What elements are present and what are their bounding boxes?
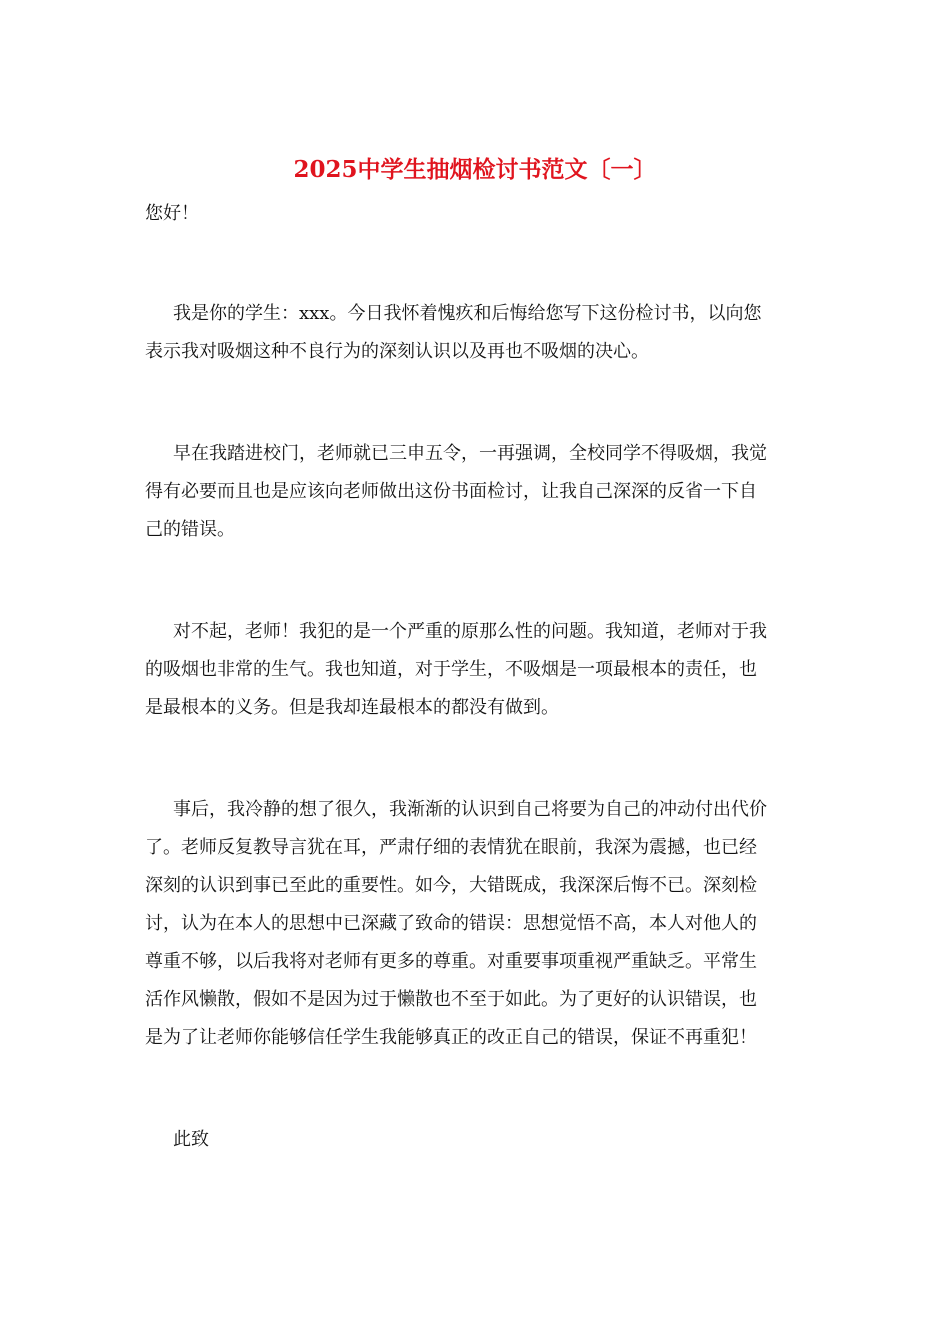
paragraph-3-line-3: 是最根本的义务。但是我却连最根本的都没有做到。 bbox=[145, 697, 559, 718]
paragraph-4-line-4: 讨，认为在本人的思想中已深藏了致命的错误：思想觉悟不高，本人对他人的 bbox=[145, 913, 757, 934]
paragraph-4-line-7: 是为了让老师你能够信任学生我能够真正的改正自己的错误，保证不再重犯！ bbox=[145, 1027, 757, 1048]
paragraph-3-line-2: 的吸烟也非常的生气。我也知道，对于学生，不吸烟是一项最根本的责任，也 bbox=[145, 659, 757, 680]
paragraph-4-line-2: 了。老师反复教导言犹在耳，严肃仔细的表情犹在眼前，我深为震撼，也已经 bbox=[145, 837, 757, 858]
document-title: 2025中学生抽烟检讨书范文〔一〕 bbox=[293, 156, 657, 183]
paragraph-1-line-2: 表示我对吸烟这种不良行为的深刻认识以及再也不吸烟的决心。 bbox=[145, 341, 649, 362]
paragraph-2-line-3: 己的错误。 bbox=[145, 519, 235, 540]
greeting: 您好！ bbox=[145, 203, 199, 224]
paragraph-4-line-6: 活作风懒散，假如不是因为过于懒散也不至于如此。为了更好的认识错误，也 bbox=[145, 989, 757, 1010]
paragraph-4-line-5: 尊重不够，以后我将对老师有更多的尊重。对重要事项重视严重缺乏。平常生 bbox=[145, 951, 757, 972]
paragraph-4-line-3: 深刻的认识到事已至此的重要性。如今，大错既成，我深深后悔不已。深刻检 bbox=[145, 875, 757, 896]
paragraph-1-line-1: 我是你的学生：xxx。今日我怀着愧疚和后悔给您写下这份检讨书，以向您 bbox=[173, 303, 762, 324]
paragraph-2-line-2: 得有必要而且也是应该向老师做出这份书面检讨，让我自己深深的反省一下自 bbox=[145, 481, 757, 502]
closing: 此致 bbox=[173, 1129, 209, 1150]
paragraph-2-line-1: 早在我踏进校门，老师就已三申五令，一再强调，全校同学不得吸烟，我觉 bbox=[173, 443, 767, 464]
paragraph-3-line-1: 对不起，老师！我犯的是一个严重的原那么性的问题。我知道，老师对于我 bbox=[173, 621, 767, 642]
paragraph-4-line-1: 事后，我冷静的想了很久，我渐渐的认识到自己将要为自己的冲动付出代价 bbox=[173, 799, 767, 820]
